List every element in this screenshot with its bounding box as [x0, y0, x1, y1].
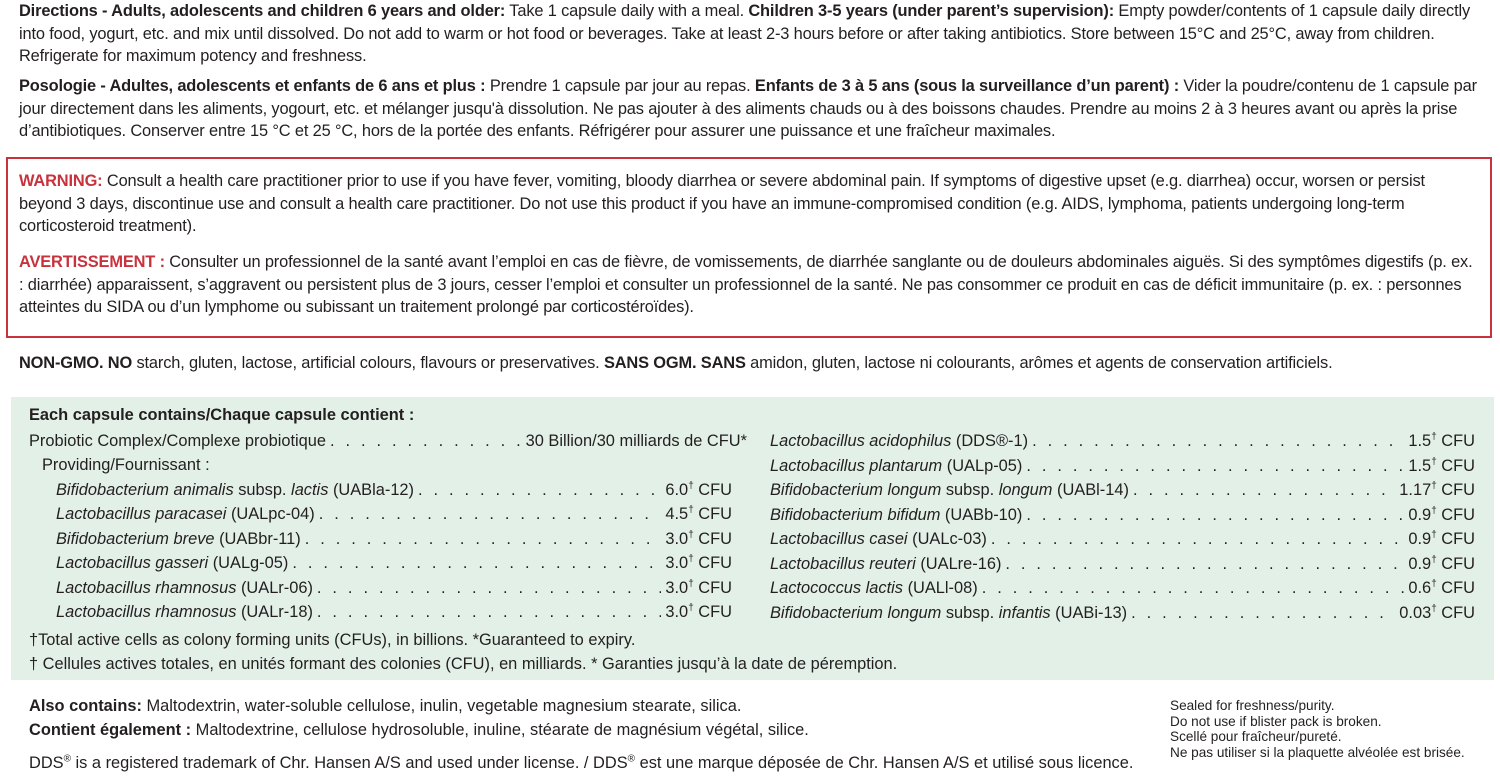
directions-label: Directions - Adults, adolescents and children 6 years and older: [19, 2, 506, 20]
cfu-number: 6.0 [665, 480, 689, 499]
footnote-en: †Total active cells as colony forming units (CFUs), in billions. *Guaranteed to expiry. [29, 631, 636, 649]
posologie-text-2: Vider la poudre/contenu de 1 capsule par jour directement dans les aliments, yogourt, etc. et mélanger jusqu'à dissolution. Ne pas ajouter à des aliments chauds ou à des boissons chaudes. Prendre au moins 2 à 3 heures avant ou après la prise d’antibiotiques. Conserver entre 15 °C et 25 °C, hors de la portée des enfants. Réfrigérer pour assurer une puissance et une fraîcheur maximales. [19, 77, 1477, 140]
directions-paragraph [19, 0, 1479, 68]
posologie-text-1: Prendre 1 capsule par jour au repas. [485, 77, 755, 95]
genus-species: Bifidobacterium animalis [56, 480, 234, 499]
cfu-number: 0.9 [1408, 554, 1432, 573]
cfu-unit: CFU [1436, 505, 1475, 524]
cfu-number: 0.9 [1408, 530, 1432, 548]
posologie-label: Posologie - Adultes, adolescents et enfants de 6 ans et plus : [19, 77, 486, 95]
genus-species: Lactobacillus acidophilus [770, 432, 952, 450]
cfu-number: 0.03 [1399, 603, 1432, 622]
probiotic-complex-value: 30 Billion/30 milliards de CFU* [525, 432, 747, 450]
non-gmo-label: NON-GMO. NO [19, 354, 133, 372]
strain-row [770, 478, 1475, 502]
also-contains-fr [29, 719, 809, 741]
cfu-unit: CFU [1436, 554, 1475, 573]
subspecies-name: lactis [291, 480, 329, 499]
enfants-label: Enfants de 3 à 5 ans (sous la surveillance d’un parent) : [754, 77, 1180, 95]
contient-text: Maltodextrine, cellulose hydrosoluble, inuline, stéarate de magnésium végétal, silice. [191, 721, 809, 739]
sealed-line: Ne pas utiliser si la plaquette alvéolée est brisée. [1170, 744, 1465, 760]
strain-row [56, 502, 732, 526]
probiotic-complex-name: Probiotic Complex/Complexe probiotique [29, 432, 327, 450]
strain-name [56, 527, 301, 551]
strain-name [56, 600, 313, 624]
subspecies-prefix: subsp. [941, 603, 999, 622]
avertissement-text: Consulter un professionnel de la santé avant l’emploi en cas de fièvre, de vomissements, de diarrhée sanglante ou de douleurs abdominales aiguës. Si des symptômes digestifs (p. ex. : diarrhée) apparaissent, s’aggravent ou persistent plus de 3 jours, cesser l’emploi et consulter un professionnel de la santé. Ne pas consommer ce produit en cas de déficit immunitaire (p. ex. : personnes atteintes du SIDA ou d’un lymphome ou subissant un traitement prolongé par corticostéroïdes). [19, 253, 1473, 316]
non-gmo-statement [19, 352, 1479, 375]
leader-dots [317, 600, 661, 624]
cfu-number: 0.6 [1408, 579, 1432, 597]
strain-code: (UALr-18) [236, 603, 313, 621]
strain-row [770, 552, 1475, 576]
strain-row [770, 429, 1475, 453]
cfu-number: 3.0 [665, 603, 689, 621]
strain-name [56, 551, 288, 575]
strain-row [56, 527, 732, 551]
sealed-line: Sealed for freshness/purity. [1170, 698, 1335, 713]
cfu-value [665, 551, 732, 575]
leader-dots [1133, 478, 1395, 502]
cfu-unit: CFU [693, 505, 732, 523]
leader-dots [330, 429, 522, 453]
cfu-value [665, 478, 732, 502]
cfu-value [1408, 576, 1475, 600]
strain-row [56, 576, 732, 600]
dagger-mark: † [1431, 456, 1437, 468]
strain-code: (DDS®-1) [951, 432, 1029, 450]
warning-label: WARNING: [19, 172, 103, 190]
strain-code: (UALc-03) [907, 530, 987, 548]
leader-dots [991, 527, 1405, 551]
warning-text: Consult a health care practitioner prior to use if you have fever, vomiting, bloody diarrhea or severe abdominal pain. If symptoms of digestive upset (e.g. diarrhea) occur, worsen or persist beyond 3 days, discontinue use and consult a health care practitioner. Do not use this product if you have an immune-compromised condition (e.g. AIDS, lymphoma, patients undergoing long-term corticosteroid treatment). [19, 172, 1425, 235]
cfu-unit: CFU [693, 603, 732, 621]
dagger-mark: † [688, 480, 694, 492]
also-contains-en [29, 695, 741, 717]
leader-dots [1131, 601, 1395, 625]
leader-dots [317, 576, 661, 600]
cfu-value [1399, 601, 1475, 625]
cfu-value [665, 527, 732, 551]
dagger-mark: † [688, 553, 694, 565]
dagger-mark: † [688, 529, 694, 541]
cfu-unit: CFU [1436, 456, 1475, 475]
strain-code: (UABi-13) [1050, 603, 1128, 622]
dagger-mark: † [688, 504, 694, 516]
cfu-value [665, 600, 732, 624]
dds-name: DDS [29, 754, 64, 772]
strain-code: (UALpc-04) [226, 505, 315, 523]
cfu-unit: CFU [1436, 530, 1475, 548]
cfu-value [665, 576, 732, 600]
cfu-value [1408, 454, 1475, 478]
trademark-notice [29, 752, 1133, 774]
strain-name [56, 478, 414, 502]
avertissement-label: AVERTISSEMENT : [19, 253, 165, 271]
cfu-value [1399, 478, 1475, 502]
strain-code: (UABb-10) [940, 505, 1023, 524]
dagger-mark: † [1431, 578, 1437, 590]
warning-box [6, 157, 1492, 338]
sealed-line: Do not use if blister pack is broken. [1170, 713, 1382, 729]
genus-species: Lactococcus lactis [770, 579, 904, 597]
leader-dots [305, 527, 662, 551]
contient-label: Contient également : [29, 721, 192, 739]
strain-row [56, 551, 732, 575]
genus-species: Lactobacillus rhamnosus [56, 578, 237, 597]
avertissement-paragraph [19, 251, 1479, 319]
strain-name [770, 503, 1022, 527]
leader-dots [1005, 552, 1404, 576]
footnote-fr: † Cellules actives totales, en unités formant des colonies (CFU), en milliards. * Garanties jusqu’à la date de péremption. [29, 655, 898, 673]
cfu-number: 3.0 [665, 578, 689, 597]
cfu-number: 1.5 [1408, 456, 1432, 475]
cfu-value [665, 502, 732, 526]
leader-dots [1026, 454, 1404, 478]
cfu-unit: CFU [693, 554, 732, 572]
leader-dots [418, 478, 661, 502]
leader-dots [1032, 429, 1404, 453]
posologie-paragraph [19, 75, 1479, 143]
strain-name [770, 429, 1028, 453]
ingredients-panel [11, 397, 1494, 680]
sealed-line: Scellé pour fraîcheur/pureté. [1170, 729, 1342, 744]
cfu-value [1408, 429, 1475, 453]
strain-name [770, 576, 978, 600]
dagger-mark: † [1431, 554, 1437, 566]
cfu-unit: CFU [1436, 432, 1475, 450]
strain-code: (UALp-05) [942, 456, 1023, 475]
cfu-unit: CFU [693, 529, 732, 548]
cfu-number: 1.5 [1408, 432, 1432, 450]
strain-row [770, 454, 1475, 478]
sans-ogm-label: SANS OGM. SANS [603, 354, 746, 372]
cfu-number: 1.17 [1399, 481, 1432, 499]
cfu-number: 4.5 [665, 505, 689, 523]
genus-species: Lactobacillus casei [770, 530, 908, 548]
cfu-unit: CFU [1436, 481, 1475, 499]
dagger-mark: † [1431, 529, 1437, 541]
providing-row [42, 453, 210, 477]
subspecies-name: longum [998, 481, 1053, 499]
genus-species: Lactobacillus gasseri [56, 554, 209, 572]
dagger-mark: † [688, 602, 694, 614]
cfu-unit: CFU [1436, 579, 1475, 597]
cfu-number: 0.9 [1408, 505, 1432, 524]
cfu-unit: CFU [1436, 603, 1475, 622]
dagger-mark: † [1431, 480, 1437, 492]
genus-species: Bifidobacterium longum [770, 603, 942, 622]
cfu-value [1408, 527, 1475, 551]
directions-text-1: Take 1 capsule daily with a meal. [505, 2, 749, 20]
probiotic-complex-row [29, 429, 747, 453]
strain-code: (UABla-12) [328, 480, 415, 499]
strain-code: (UALre-16) [915, 554, 1002, 573]
strain-row [770, 601, 1475, 625]
leader-dots [1026, 503, 1404, 527]
genus-species: Bifidobacterium breve [56, 529, 215, 548]
strain-row [56, 600, 732, 624]
dagger-mark: † [1431, 603, 1437, 615]
strain-name [56, 576, 313, 600]
ingredients-title: Each capsule contains/Chaque capsule contient : [29, 406, 415, 424]
strain-name [770, 552, 1001, 576]
cfu-value [1408, 552, 1475, 576]
strain-row [770, 503, 1475, 527]
also-contains-text: Maltodextrin, water-soluble cellulose, inulin, vegetable magnesium stearate, silica. [141, 697, 742, 715]
cfu-unit: CFU [693, 480, 732, 499]
genus-species: Lactobacillus rhamnosus [56, 603, 237, 621]
cfu-number: 3.0 [665, 529, 689, 548]
strain-code: (UABbr-11) [214, 529, 301, 548]
sealed-notice [1170, 698, 1495, 760]
leader-dots [319, 502, 662, 526]
leader-dots [292, 551, 661, 575]
subspecies-prefix: subsp. [233, 480, 292, 499]
cfu-number: 3.0 [665, 554, 689, 572]
strain-code: (UABl-14) [1052, 481, 1129, 499]
non-gmo-text: starch, gluten, lactose, artificial colours, flavours or preservatives. [132, 354, 604, 372]
genus-species: Bifidobacterium bifidum [770, 505, 941, 524]
subspecies-name: infantis [998, 603, 1051, 622]
strain-row [770, 576, 1475, 600]
strain-code: (UALr-06) [236, 578, 313, 597]
directions-text-2: Empty powder/contents of 1 capsule daily directly into food, yogurt, etc. and mix until dissolved. Do not add to warm or hot food or beverages. Take at least 2-3 hours before or after taking antibiotics. Store between 15°C and 25°C, away from children. Refrigerate for maximum potency and freshness. [19, 2, 1471, 65]
cfu-value [1408, 503, 1475, 527]
strain-name [770, 601, 1127, 625]
genus-species: Bifidobacterium longum [770, 481, 942, 499]
leader-dots [982, 576, 1405, 600]
strain-name [56, 502, 315, 526]
sans-ogm-text: amidon, gluten, lactose ni colourants, arômes et agents de conservation artificiels. [745, 354, 1333, 372]
strain-name [770, 454, 1022, 478]
providing-label: Providing/Fournissant : [42, 456, 210, 474]
strain-name [770, 478, 1129, 502]
also-contains-label: Also contains: [29, 697, 142, 715]
subspecies-prefix: subsp. [941, 481, 999, 499]
genus-species: Lactobacillus plantarum [770, 456, 943, 475]
dagger-mark: † [1431, 505, 1437, 517]
children-label: Children 3-5 years (under parent’s supervision): [748, 2, 1115, 20]
dagger-mark: † [688, 578, 694, 590]
trademark-text-fr: est une marque déposée de Chr. Hansen A/S et utilisé sous licence. [635, 754, 1134, 772]
genus-species: Lactobacillus paracasei [56, 505, 227, 523]
strain-row [56, 478, 732, 502]
strain-code: (UALg-05) [208, 554, 289, 572]
trademark-text-en: is a registered trademark of Chr. Hansen A/S and used under license. / DDS [70, 754, 628, 772]
dagger-mark: † [1431, 431, 1437, 443]
registered-mark: ® [627, 753, 636, 765]
strain-code: (UALl-08) [903, 579, 978, 597]
cfu-unit: CFU [693, 578, 732, 597]
strain-name [770, 527, 987, 551]
genus-species: Lactobacillus reuteri [770, 554, 916, 573]
warning-paragraph [19, 170, 1479, 238]
strain-row [770, 527, 1475, 551]
registered-mark: ® [63, 753, 71, 765]
